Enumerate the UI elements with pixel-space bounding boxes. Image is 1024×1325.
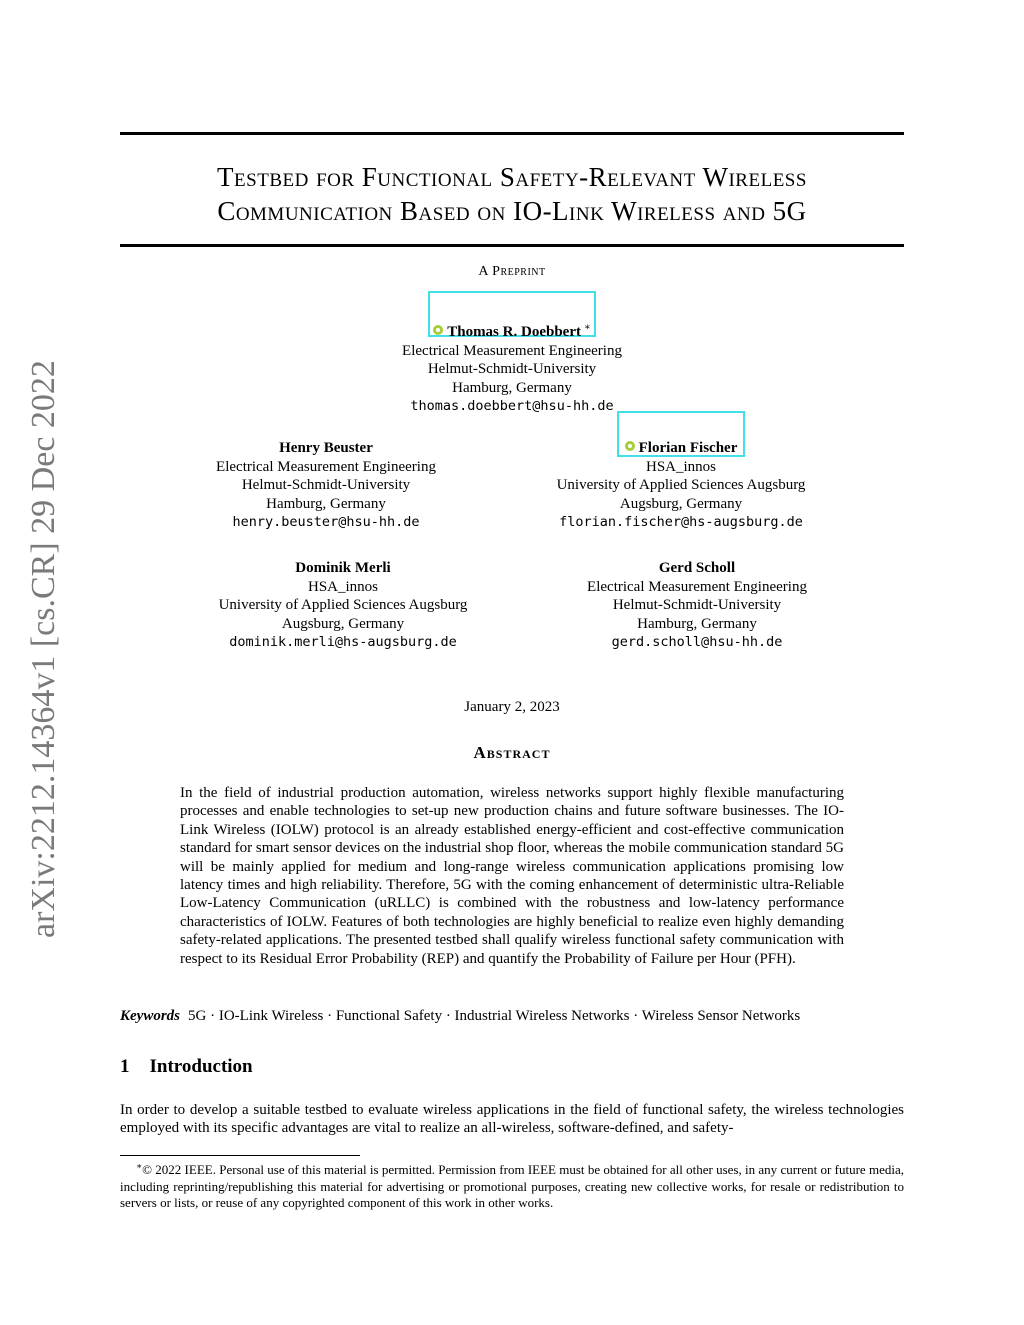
author-email[interactable]: dominik.merli@hs-augsburg.de (229, 634, 457, 650)
author-email[interactable]: florian.fischer@hs-augsburg.de (559, 514, 803, 530)
author-block-merli (183, 559, 503, 652)
keywords (120, 1008, 904, 1025)
author-affiliation: Electrical Measurement Engineering (402, 342, 622, 359)
author-affiliation: Hamburg, Germany (266, 495, 386, 512)
author-affiliation: Helmut-Schmidt-University (612, 597, 782, 613)
abstract-text: In the field of industrial production automation, wireless networks support highly flexible manufacturing processes and enable technologies to set-up new production chains and future software businesses. The IO-Link Wireless (IOLW) protocol is an already established energy-efficient and cost-effective communication standard for smart sensor devices on the industrial shop floor, whereas the mobile communication standard 5G will be mainly applied for medium and long-range wireless communication applications promising low latency times and high reliability. Therefore, 5G with the coming enhancement of deterministic ultra-Reliable Low-Latency Communication (uRLLC) is combined with the robustness and low-latency performance characteristics of IOLW. Features of both technologies are highly beneficial to realize even highly demanding safety-related applications. The presented testbed shall qualify wireless functional safety communication with respect to its Residual Error Probability (REP) and quantify the Probability of Failure per Hour (PFH). (180, 785, 844, 967)
author-affiliation: Hamburg, Germany (452, 379, 572, 396)
section-heading-introduction (120, 1056, 253, 1078)
author-affiliation: University of Applied Sciences Augsburg (556, 477, 806, 493)
preprint-label: A Preprint (478, 264, 546, 279)
author-block-beuster (176, 439, 476, 532)
author-affiliation: Augsburg, Germany (619, 495, 743, 512)
author-affiliation: Electrical Measurement Engineering (216, 458, 436, 475)
author-name[interactable]: Thomas R. Doebbert ∗ (312, 319, 712, 342)
title-top-rule (120, 132, 904, 135)
orcid-icon[interactable] (625, 441, 635, 451)
footnote-marker: ∗ (136, 1161, 143, 1171)
title-line-2: Communication Based on IO-Link Wireless and 5G (217, 196, 807, 226)
corresponding-marker: ∗ (583, 322, 591, 333)
author-affiliation: HSA_innos (307, 578, 378, 595)
introduction-text: In order to develop a suitable testbed to evaluate wireless applications in the field of functional safety, the wireless technologies employed with its specific advantages are vital to realize an all-wireless, software-defined, and safety- (120, 1102, 904, 1137)
keywords-label: Keywords (120, 1008, 180, 1024)
author-email[interactable]: gerd.scholl@hsu-hh.de (611, 634, 783, 650)
author-affiliation: University of Applied Sciences Augsburg (218, 597, 468, 613)
author-email[interactable]: thomas.doebbert@hsu-hh.de (410, 398, 614, 414)
paper-title (120, 160, 904, 228)
author-affiliation: Helmut-Schmidt-University (427, 361, 597, 377)
author-email[interactable]: henry.beuster@hsu-hh.de (232, 514, 420, 530)
author-name: Dominik Merli (295, 560, 391, 576)
abstract-heading: Abstract (473, 743, 551, 762)
title-line-1: Testbed for Functional Safety-Relevant Wireless (217, 162, 807, 192)
footnote (120, 1158, 904, 1212)
author-affiliation: Augsburg, Germany (281, 615, 405, 632)
footnote-text: © 2022 IEEE. Personal use of this material is permitted. Permission from IEEE must be obtained for all other uses, in any current or future media, including reprinting/republishing this material for advertising or promotional purposes, creating new collective works, for resale or redistribution to servers or lists, or reuse of any copyrighted component of this work in other works. (120, 1162, 904, 1211)
publication-date: January 2, 2023 (464, 699, 560, 715)
section-title: Introduction (149, 1056, 253, 1077)
orcid-icon[interactable] (433, 325, 443, 335)
keywords-list: 5G · IO-Link Wireless · Functional Safety · Industrial Wireless Networks · Wireless Sensor Networks (188, 1008, 801, 1024)
author-affiliation: Hamburg, Germany (637, 615, 757, 632)
arxiv-sidebar-stamp: arXiv:2212.14364v1 [cs.CR] 29 Dec 2022 (25, 360, 62, 938)
author-affiliation: Helmut-Schmidt-University (241, 477, 411, 493)
author-block-doebbert (312, 319, 712, 416)
footnote-rule (120, 1155, 360, 1156)
author-name: Gerd Scholl (658, 560, 736, 576)
author-name[interactable]: Florian Fischer (521, 439, 841, 458)
author-name: Henry Beuster (279, 440, 373, 456)
author-block-scholl (547, 559, 847, 652)
section-number: 1 (120, 1056, 130, 1077)
title-bottom-rule (120, 244, 904, 247)
author-block-fischer (521, 439, 841, 532)
author-affiliation: HSA_innos (645, 458, 716, 475)
author-affiliation: Electrical Measurement Engineering (587, 578, 807, 595)
